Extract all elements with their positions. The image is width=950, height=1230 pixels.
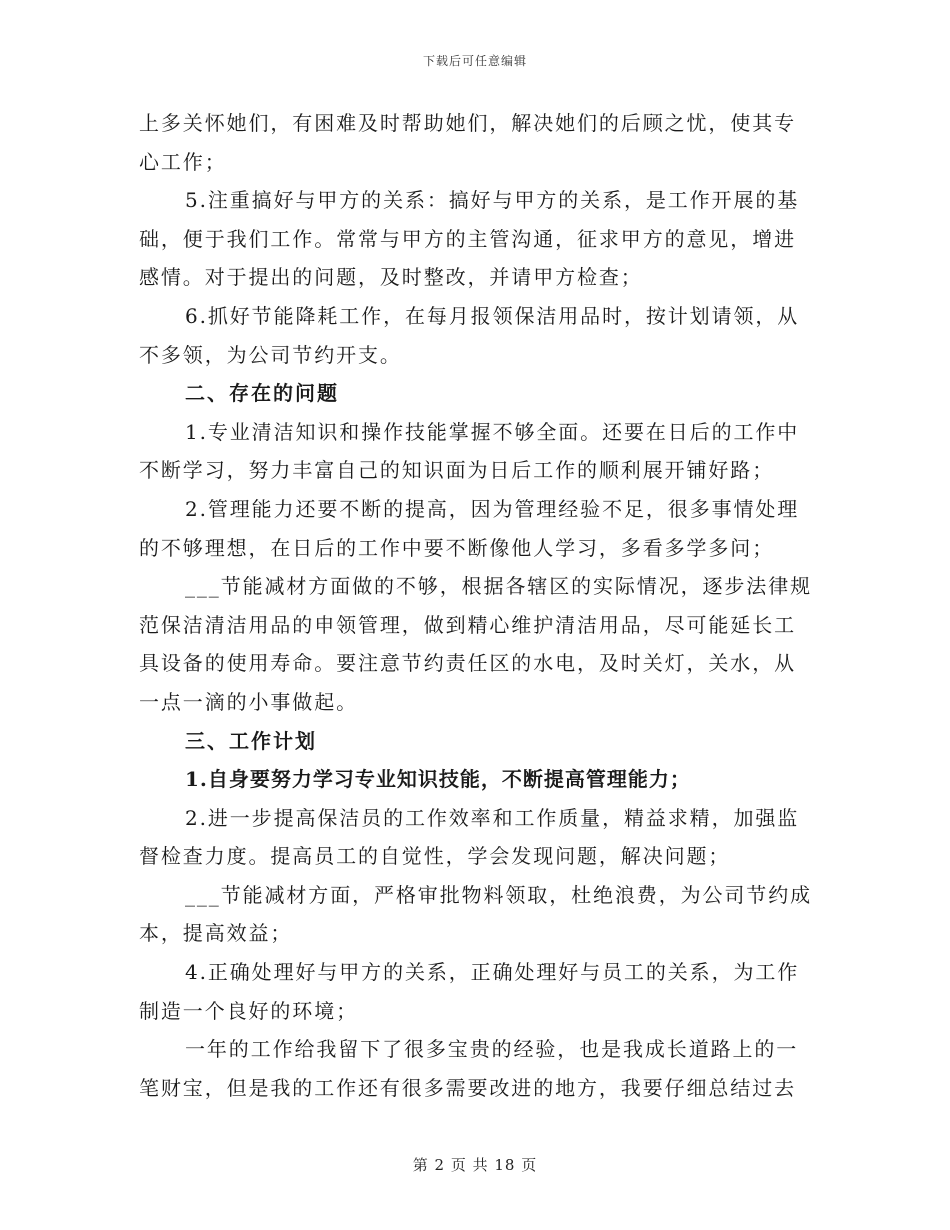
body-line: 1.专业清洁知识和操作技能掌握不够全面。还要在日后的工作中	[185, 419, 800, 444]
page-footer: 第 2 页 共 18 页	[412, 1156, 538, 1174]
page-header: 下载后可任意编辑	[422, 54, 527, 68]
body-line: 4.正确处理好与甲方的关系，正确处理好与员工的关系，为工作	[185, 960, 800, 985]
body-line: 笔财宝，但是我的工作还有很多需要改进的地方，我要仔细总结过去	[139, 1075, 796, 1100]
body-line: 一年的工作给我留下了很多宝贵的经验，也是我成长道路上的一	[185, 1037, 799, 1062]
body-line: 一点一滴的小事做起。	[139, 689, 358, 714]
body-line: 5.注重搞好与甲方的关系：搞好与甲方的关系，是工作开展的基	[185, 188, 800, 213]
body-line: 的不够理想，在日后的工作中要不断像他人学习，多看多学多问；	[139, 535, 775, 560]
document-body	[139, 104, 811, 1107]
body-line: 不断学习，努力丰富自己的知识面为日后工作的顺利展开铺好路；	[139, 458, 775, 483]
body-line: 不多领，为公司节约开支。	[139, 342, 402, 367]
bold-plan-item: 1.自身要努力学习专业知识技能，不断提高管理能力；	[185, 767, 691, 792]
body-line: 范保洁清洁用品的申领管理，做到精心维护清洁用品，尽可能延长工	[139, 612, 796, 637]
body-line: 督检查力度。提高员工的自觉性，学会发现问题，解决问题；	[139, 844, 731, 869]
section-heading: 三、工作计划	[185, 728, 317, 753]
body-line: 2.进一步提高保洁员的工作效率和工作质量，精益求精，加强监	[185, 805, 800, 830]
body-line: 2.管理能力还要不断的提高，因为管理经验不足，很多事情处理	[185, 496, 800, 521]
body-line: 础，便于我们工作。常常与甲方的主管沟通，征求甲方的意见，增进	[139, 226, 796, 251]
body-line: 制造一个良好的环境；	[139, 998, 358, 1023]
body-line: 具设备的使用寿命。要注意节约责任区的水电，及时关灯，关水，从	[139, 651, 796, 676]
body-line: 6.抓好节能降耗工作，在每月报领保洁用品时，按计划请领，从	[185, 303, 800, 328]
body-line: ___节能减材方面，严格审批物料领取，杜绝浪费，为公司节约成	[185, 882, 812, 907]
section-heading: 二、存在的问题	[185, 381, 339, 406]
body-line: 上多关怀她们，有困难及时帮助她们，解决她们的后顾之忧，使其专	[139, 111, 796, 135]
body-line: ___节能减材方面做的不够，根据各辖区的实际情况，逐步法律规	[185, 574, 812, 599]
body-line: 感情。对于提出的问题，及时整改，并请甲方检查；	[139, 265, 643, 290]
body-line: 心工作；	[139, 149, 227, 174]
body-line: 本，提高效益；	[139, 921, 293, 946]
